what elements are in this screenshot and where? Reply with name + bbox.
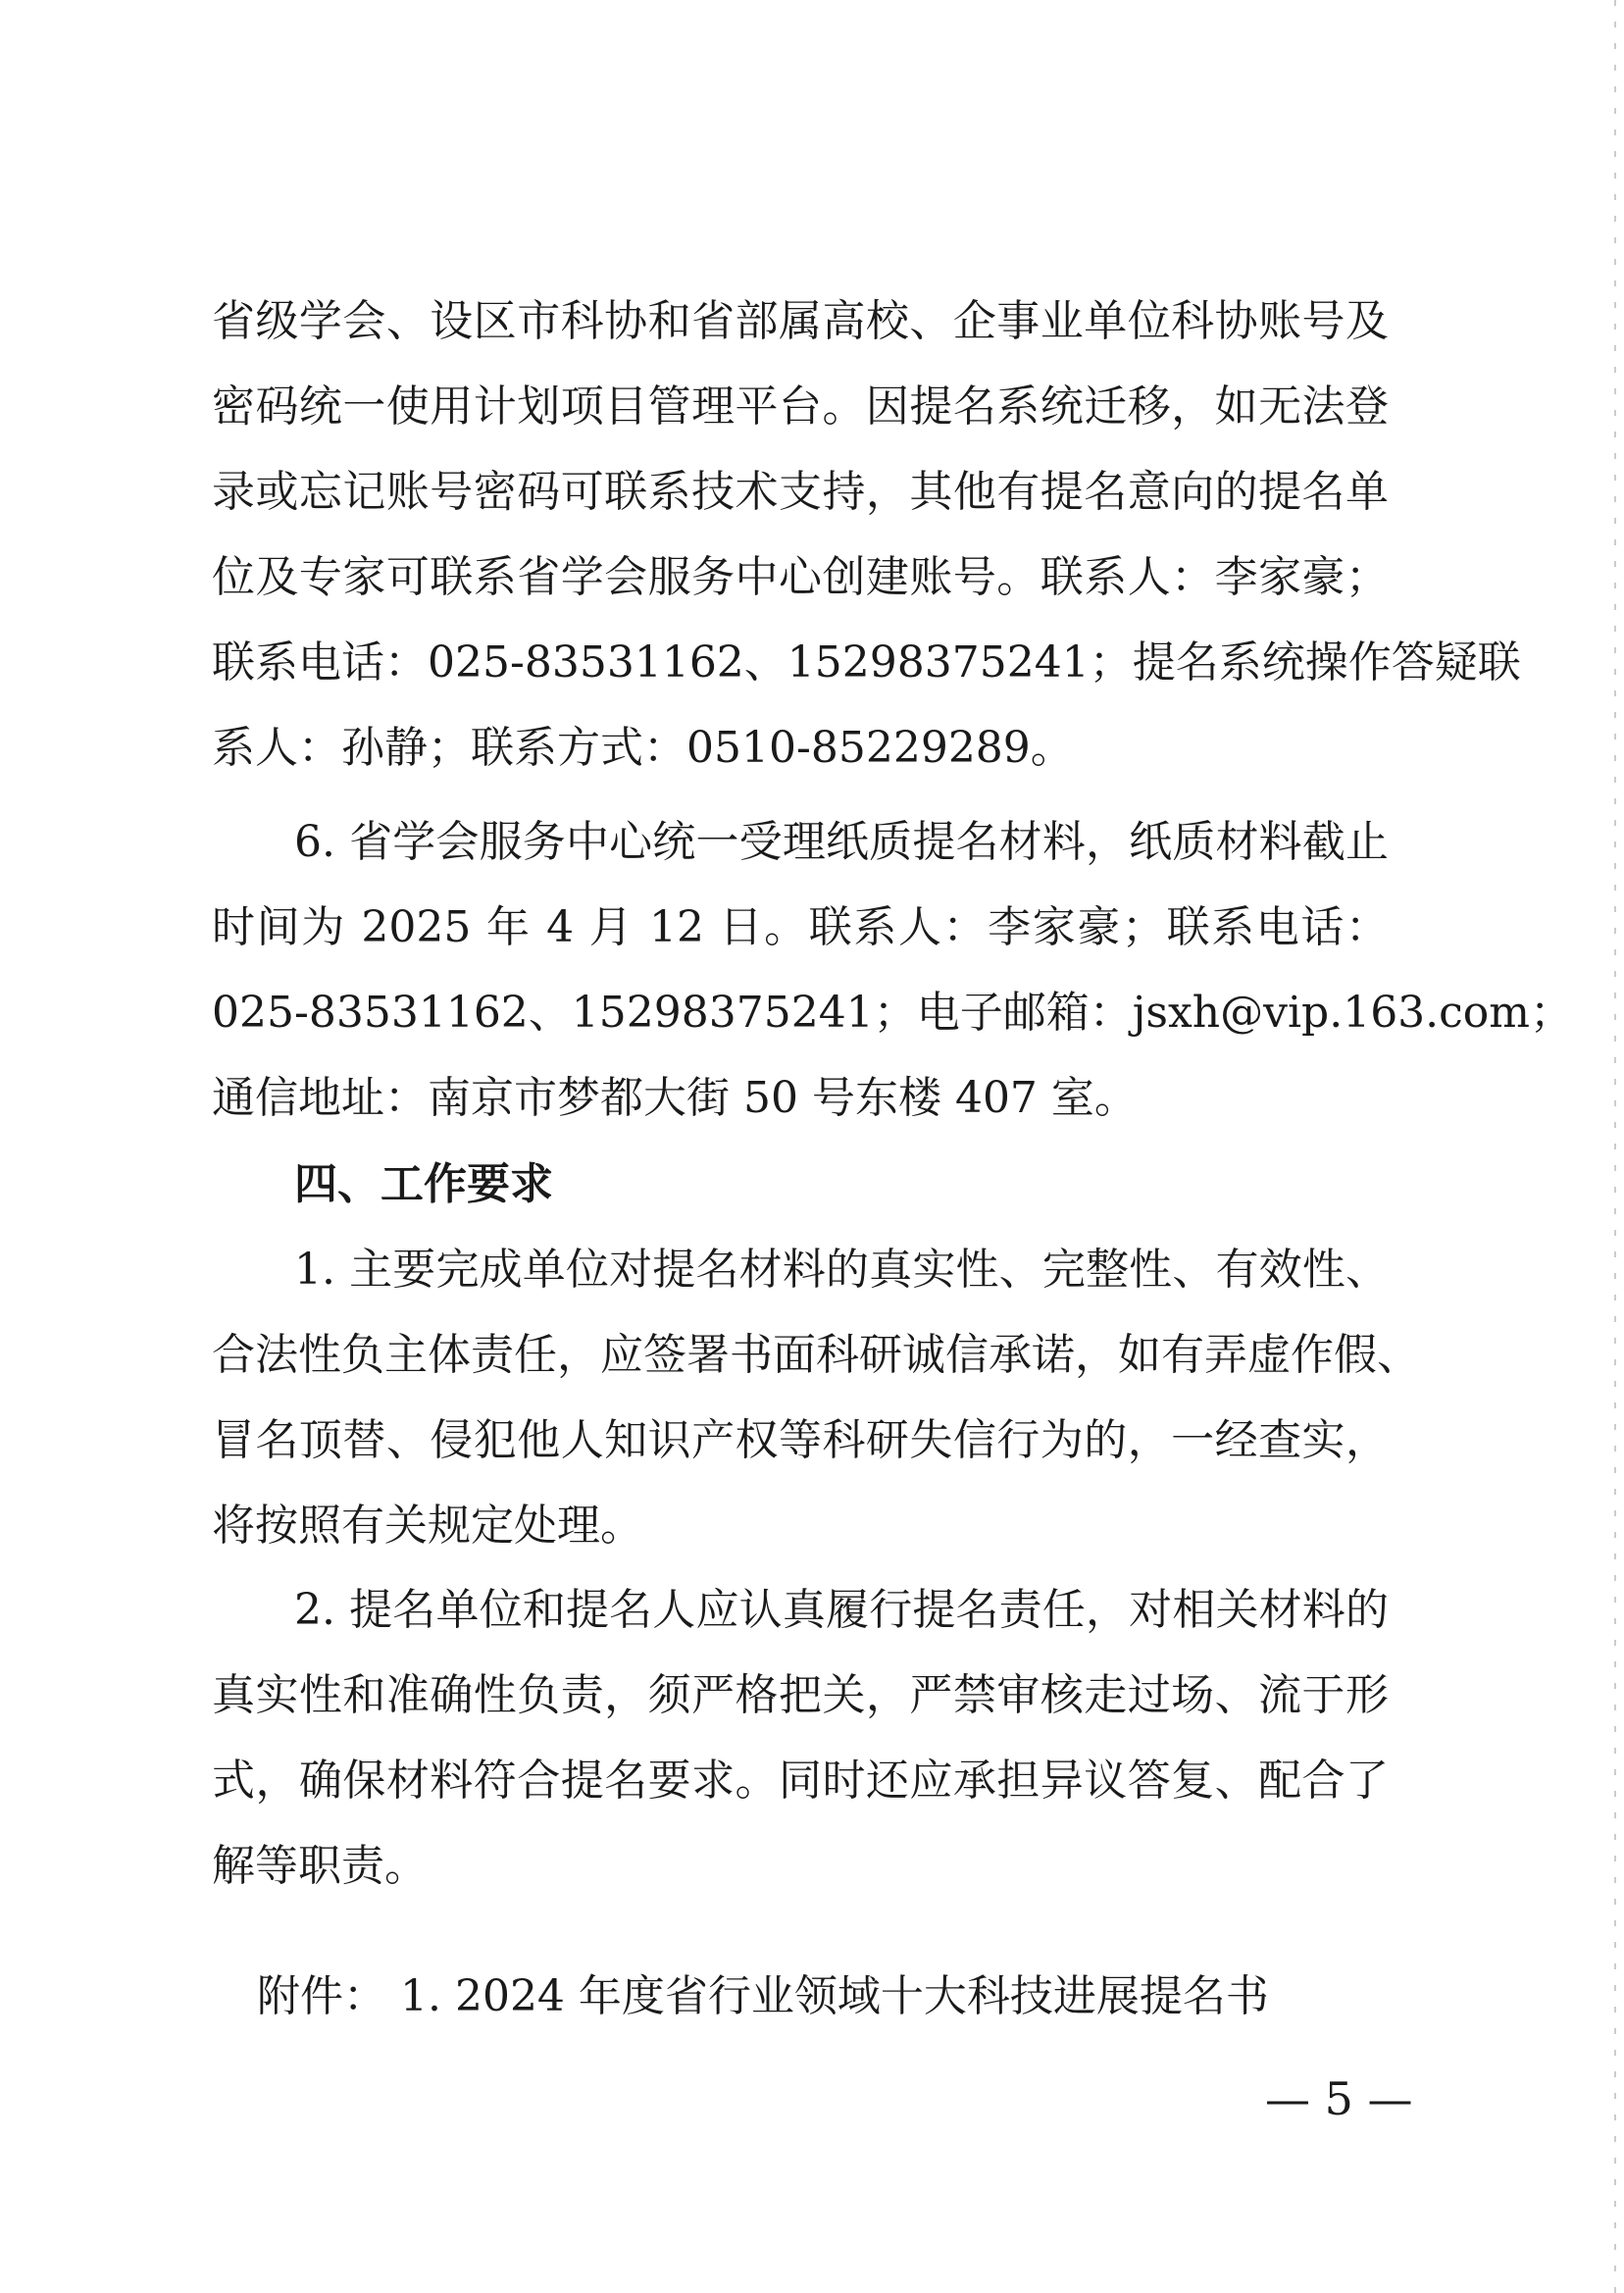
paragraph-5-line-2: 密码统一使用计划项目管理平台。因提名系统迁移，如无法登 <box>212 382 1389 432</box>
paragraph-6-line-4: 通信地址：南京市梦都大街 50 号东楼 407 室。 <box>212 1073 1138 1123</box>
page-number: — 5 — <box>1265 2072 1413 2125</box>
requirement-2-line-1: 2. 提名单位和提名人应认真履行提名责任，对相关材料的 <box>294 1585 1389 1635</box>
paragraph-6-line-3: 025-83531162、15298375241；电子邮箱：jsxh@vip.163.com； <box>212 988 1574 1038</box>
paragraph-5-line-5: 联系电话：025-83531162、15298375241；提名系统操作答疑联 <box>212 637 1521 688</box>
paragraph-6-line-2: 时间为 2025 年 4 月 12 日。联系人：李家豪；联系电话： <box>212 902 1389 952</box>
requirement-1-line-2: 合法性负主体责任，应签署书面科研诚信承诺，如有弄虚作假、 <box>212 1330 1420 1380</box>
requirement-1-line-4: 将按照有关规定处理。 <box>212 1501 643 1551</box>
paragraph-6-line-1: 6. 省学会服务中心统一受理纸质提名材料，纸质材料截止 <box>294 817 1389 867</box>
requirement-1-line-3: 冒名顶替、侵犯他人知识产权等科研失信行为的，一经查实， <box>212 1415 1389 1465</box>
paragraph-5-line-3: 录或忘记账号密码可联系技术支持，其他有提名意向的提名单 <box>212 467 1389 517</box>
requirement-2-line-4: 解等职责。 <box>212 1841 428 1891</box>
requirement-2-line-3: 式，确保材料符合提名要求。同时还应承担异议答复、配合了 <box>212 1756 1389 1806</box>
scan-edge-artifact <box>1614 0 1616 2293</box>
paragraph-5-line-6: 系人：孙静；联系方式：0510-85229289。 <box>212 723 1074 773</box>
requirement-1-line-1: 1. 主要完成单位对提名材料的真实性、完整性、有效性、 <box>294 1245 1389 1295</box>
paragraph-5-line-4: 位及专家可联系省学会服务中心创建账号。联系人：李家豪； <box>212 552 1389 602</box>
attachment-line: 附件： 1. 2024 年度省行业领域十大科技进展提名书 <box>257 1971 1269 2021</box>
requirement-2-line-2: 真实性和准确性负责，须严格把关，严禁审核走过场、流于形 <box>212 1670 1389 1720</box>
paragraph-5-line-1: 省级学会、设区市科协和省部属高校、企事业单位科协账号及 <box>212 296 1389 346</box>
section-heading: 四、工作要求 <box>294 1159 553 1209</box>
